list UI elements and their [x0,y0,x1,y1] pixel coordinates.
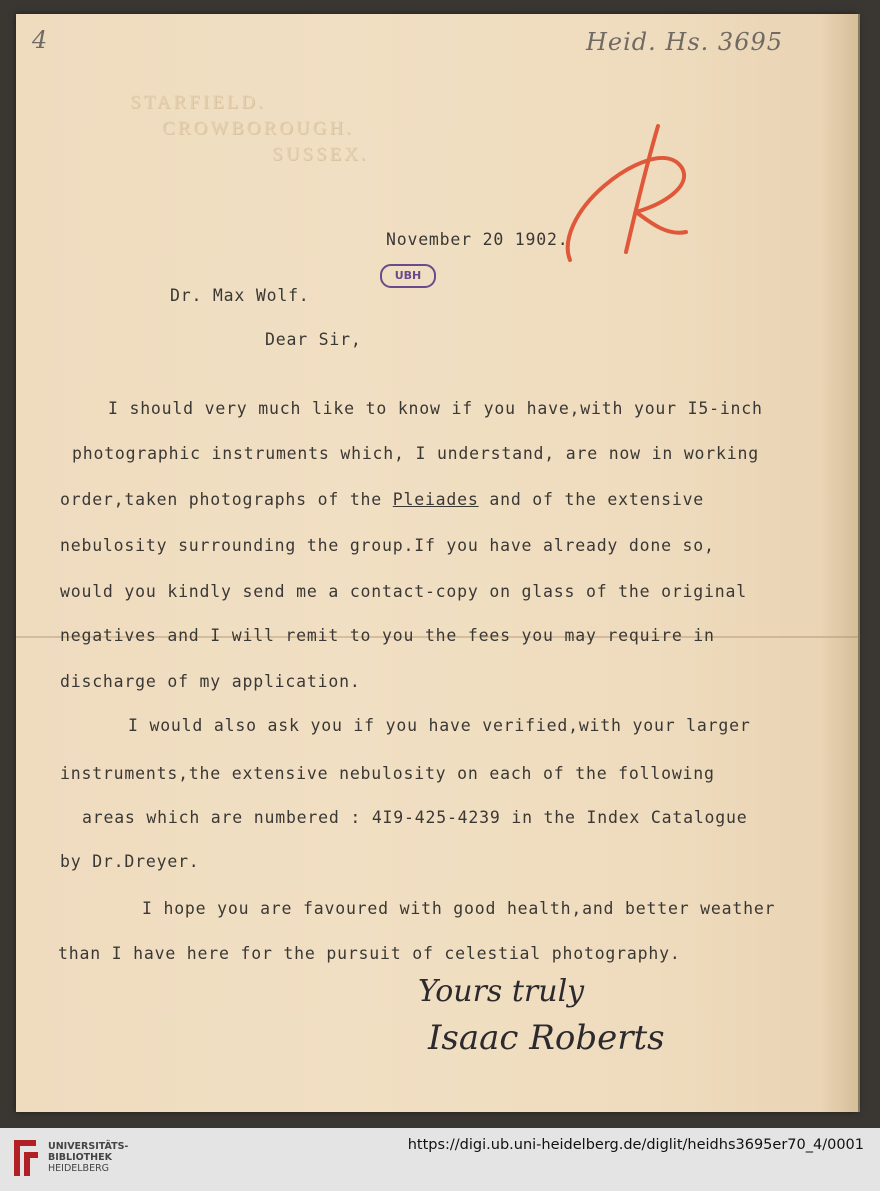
archive-corner-note: 4 [32,26,48,54]
logo-line-3: HEIDELBERG [48,1163,110,1174]
letter-date: November 20 1902. [386,230,569,249]
library-logo-icon[interactable] [10,1136,42,1180]
body-line-11: by Dr.Dreyer. [60,852,200,871]
body-line-7: discharge of my application. [60,672,361,691]
logo-line-1: UNIVERSITÄTS- [48,1141,129,1152]
body-line-12: I hope you are favoured with good health,and better weather [142,899,776,918]
body-line-1: I should very much like to know if you have,with your I5-inch [108,399,763,418]
underlined-word-pleiades: Pleiades [392,490,479,509]
paper-edge-shading [820,14,860,1112]
letterhead-line-1: STARFIELD. [130,92,266,113]
body-line-6: negatives and I will remit to you the fees you may require in [60,626,715,645]
letterhead-line-3: SUSSEX. [272,144,369,165]
closing-handwritten: Yours truly [418,974,585,1009]
body-line-9: instruments,the extensive nebulosity on each of the following [60,764,715,783]
red-pencil-r-mark [556,120,696,270]
letter-salutation: Dear Sir, [265,330,362,349]
archive-shelfmark: Heid. Hs. 3695 [586,28,784,56]
body-line-10: areas which are numbered : 4I9-425-4239 in the Index Catalogue [82,808,748,827]
signature-handwritten: Isaac Roberts [428,1018,665,1058]
permalink-url[interactable]: https://digi.ub.uni-heidelberg.de/diglit/heidhs3695er70_4/0001 [407,1137,864,1153]
body-line-4: nebulosity surrounding the group.If you have already done so, [60,536,715,555]
letterhead-line-2: CROWBOROUGH. [162,118,354,139]
library-stamp: UBH [380,264,436,288]
body-line-3-start: order,taken photographs of the [60,490,383,509]
logo-line-2: BIBLIOTHEK [48,1152,112,1163]
body-line-8: I would also ask you if you have verified,with your larger [128,716,751,735]
body-line-3 [60,490,704,509]
body-line-5: would you kindly send me a contact-copy on glass of the original [60,582,747,601]
body-line-3-end: and of the extensive [489,490,705,509]
library-logo-text[interactable] [48,1141,128,1174]
body-line-2: photographic instruments which, I understand, are now in working [72,444,759,463]
letter-recipient: Dr. Max Wolf. [170,286,310,305]
body-line-13: than I have here for the pursuit of celestial photography. [58,944,681,963]
